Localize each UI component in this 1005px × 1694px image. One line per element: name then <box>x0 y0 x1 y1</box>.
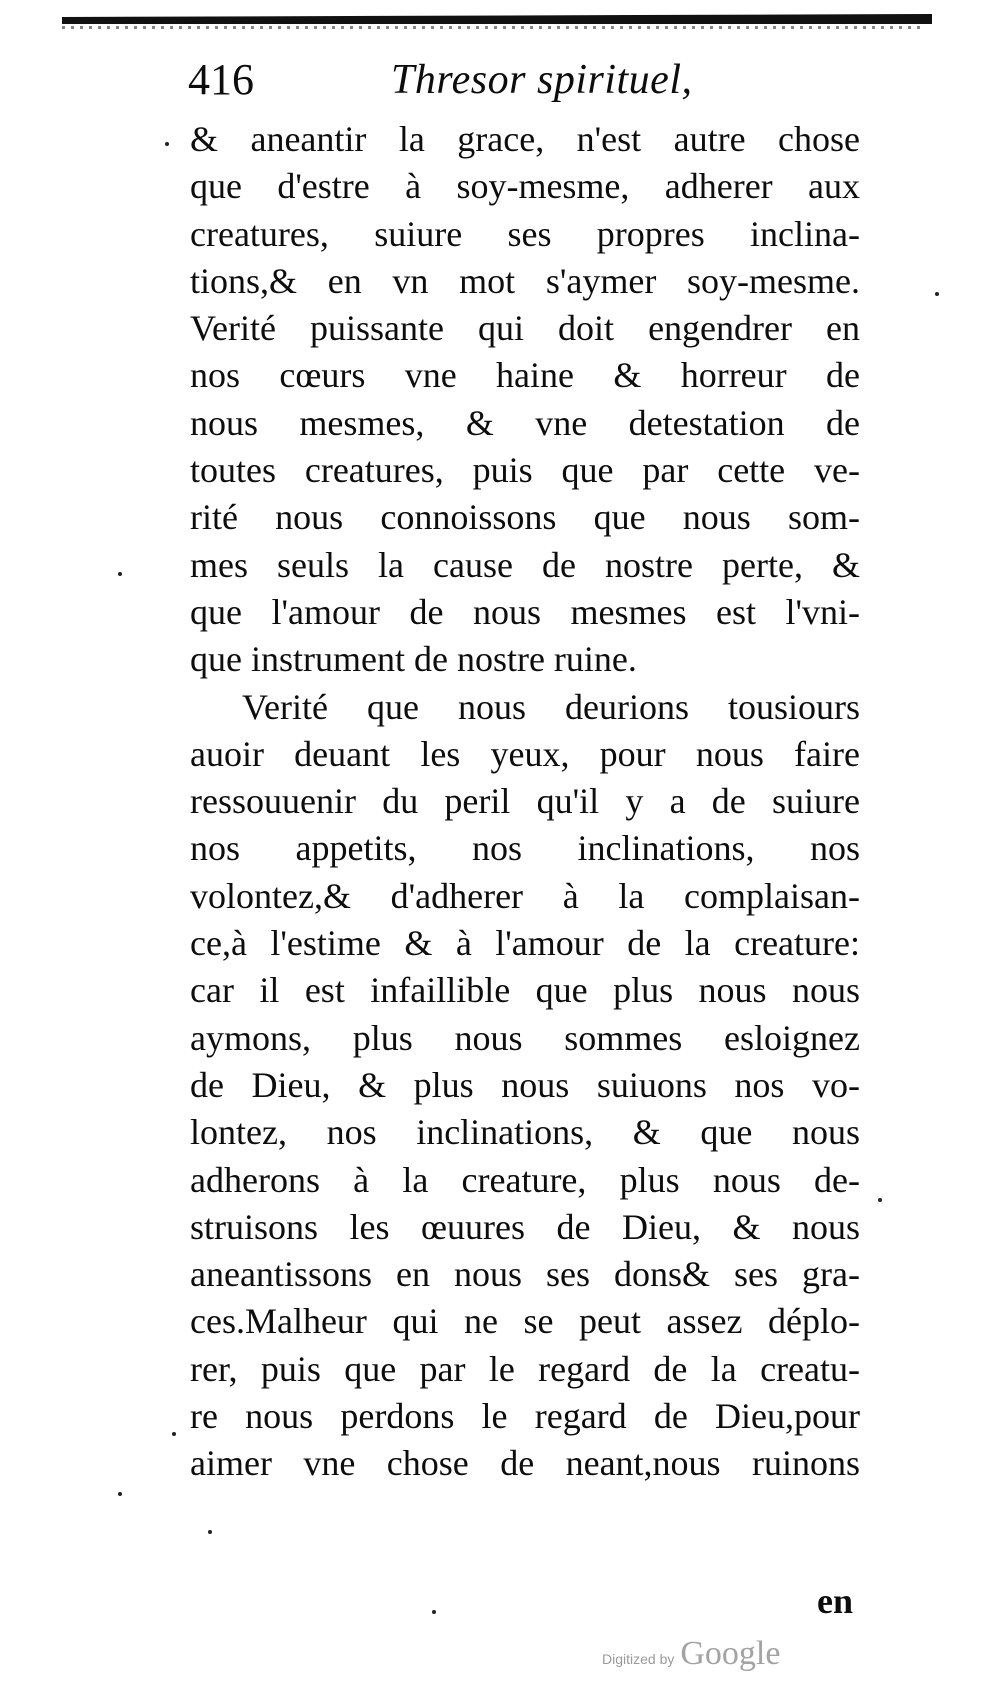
text-line: ressouuenir du peril qu'il y a de suiure <box>190 781 860 822</box>
text-line: que instrument de nostre ruine. <box>190 639 637 680</box>
ink-speck <box>172 1432 176 1436</box>
text-line: adherons à la creature, plus nous de- <box>190 1159 860 1200</box>
text-line: nous mesmes, & vne detestation de <box>190 402 860 443</box>
text-line: rer, puis que par le regard de la creatu- <box>190 1348 860 1389</box>
text-line: que l'amour de nous mesmes est l'vni- <box>190 591 860 632</box>
text-line: Verité que nous deurions tousiours <box>242 686 860 727</box>
text-line: aneantissons en nous ses dons& ses gra- <box>190 1254 860 1295</box>
running-title: Thresor spirituel, <box>391 57 693 103</box>
text-line: lontez, nos inclinations, & que nous <box>190 1112 860 1153</box>
text-line: de Dieu, & plus nous suiuons nos vo- <box>190 1064 860 1105</box>
google-logo: Google <box>680 1635 781 1672</box>
ink-speck <box>208 1530 212 1534</box>
ink-speck <box>878 1198 882 1202</box>
digitization-watermark <box>602 1628 780 1674</box>
text-line: ce,à l'estime & à l'amour de la creature: <box>190 923 860 964</box>
text-line: re nous perdons le regard de Dieu,pour <box>190 1396 860 1437</box>
text-line: creatures, suiure ses propres inclina- <box>190 213 860 254</box>
text-line: aimer vne chose de neant,nous ruinons <box>190 1443 860 1484</box>
watermark-prefix: Digitized by <box>602 1651 675 1667</box>
text-line: ces.Malheur qui ne se peut assez déplo- <box>190 1301 860 1342</box>
ink-speck <box>165 142 169 146</box>
text-line: auoir deuant les yeux, pour nous faire <box>190 733 860 774</box>
ink-speck <box>118 1492 122 1496</box>
ink-speck <box>432 1610 436 1614</box>
page-number: 416 <box>188 55 254 104</box>
text-line: car il est infaillible que plus nous nous <box>190 970 860 1011</box>
text-line: Verité puissante qui doit engendrer en <box>190 308 860 349</box>
catchword: en <box>817 1581 853 1621</box>
text-line: mes seuls la cause de nostre perte, & <box>190 544 860 585</box>
body-text <box>190 116 860 1488</box>
text-line: que d'estre à soy-mesme, adherer aux <box>190 166 860 207</box>
text-line: nos cœurs vne haine & horreur de <box>190 355 860 396</box>
text-line: toutes creatures, puis que par cette ve- <box>190 450 860 491</box>
ink-speck <box>935 292 939 296</box>
text-line: & aneantir la grace, n'est autre chose <box>190 119 860 159</box>
text-line: struisons les œuures de Dieu, & nous <box>190 1206 860 1247</box>
text-line: rité nous connoissons que nous som- <box>190 497 860 538</box>
top-border-rule <box>62 14 932 24</box>
page-header <box>188 52 828 114</box>
text-line: aymons, plus nous sommes esloignez <box>190 1017 860 1058</box>
top-border-texture <box>62 26 922 29</box>
ink-speck <box>118 572 122 576</box>
text-line: nos appetits, nos inclinations, nos <box>190 828 860 869</box>
text-line: volontez,& d'adherer à la complaisan- <box>190 875 860 916</box>
text-line: tions,& en vn mot s'aymer soy-mesme. <box>190 260 860 301</box>
